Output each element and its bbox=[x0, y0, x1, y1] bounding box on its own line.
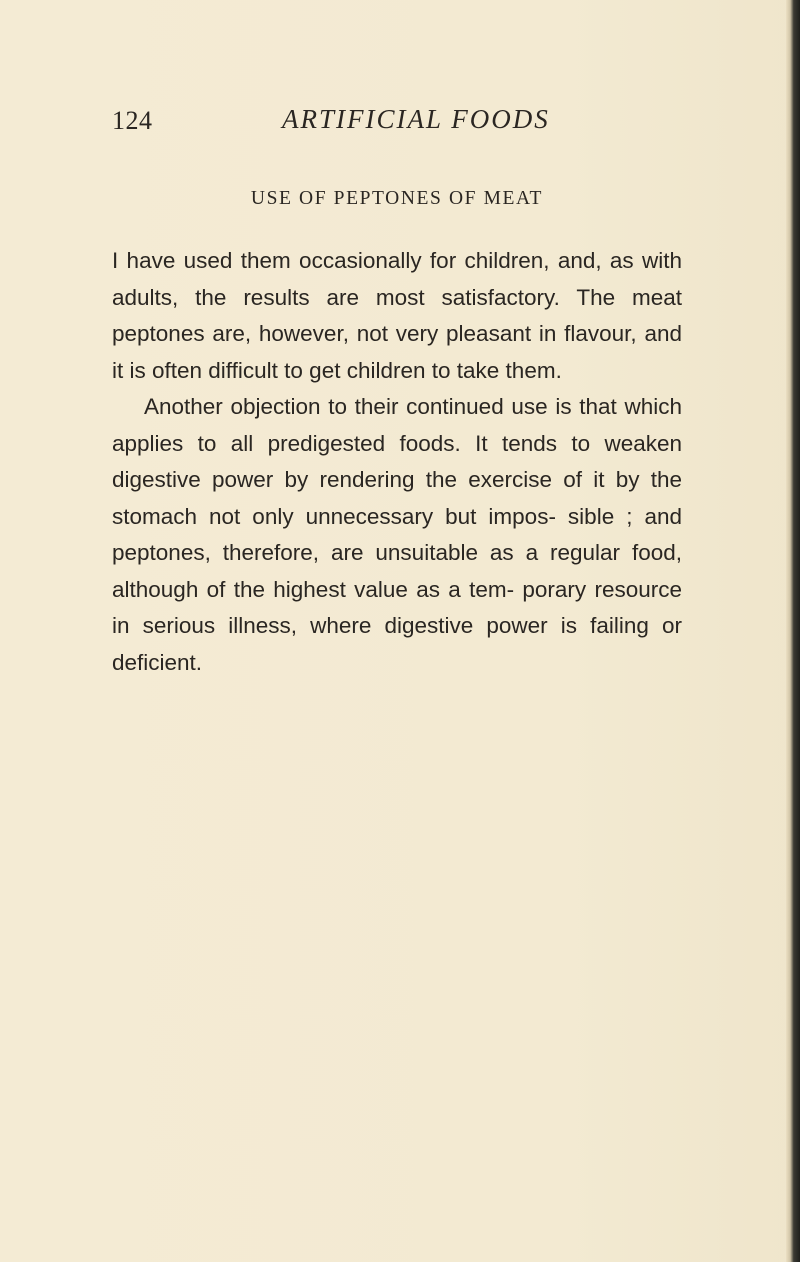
paragraph-1: I have used them occasionally for children, and, as with adults, the results are most satisfactory. The meat peptones are, however, not very pleasant in flavour, and it is often difficult to get children to take them. bbox=[112, 248, 682, 383]
section-heading: USE OF PEPTONES OF MEAT bbox=[250, 188, 544, 209]
paragraph-2: Another objection to their continued use is that which applies to all predigested foods. It tends to weaken digestive power by rendering the exercise of it by the stomach not only unnecessary but impos- sible ; and peptones, therefore, are unsuitable as a regular food, although of the highest value as a tem- porary resource in serious illness, where digestive power is failing or deficient. bbox=[112, 394, 682, 675]
running-head bbox=[112, 104, 682, 144]
running-title: ARTIFICIAL FOODS bbox=[282, 104, 550, 134]
page-number: 124 bbox=[112, 106, 153, 135]
page-edge bbox=[786, 0, 800, 1262]
body-text bbox=[112, 243, 682, 681]
